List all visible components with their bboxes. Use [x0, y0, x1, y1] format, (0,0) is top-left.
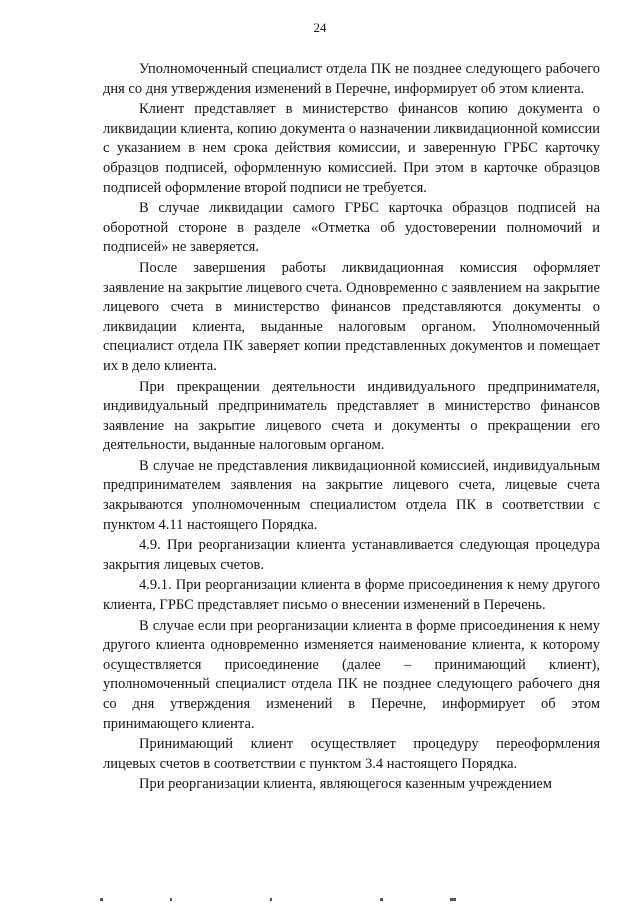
scan-edge-marks [100, 898, 520, 902]
scan-mark [100, 898, 103, 901]
paragraph-state-institution: При реорганизации клиента, являющегося казенным учреждением [139, 776, 552, 793]
paragraph-liquidation-documents: Клиент представляет в министерство финансов копию документа о ликвидации клиента, копию документа о назначении ликвидационной комиссии с указанием в нем срока действия комиссии, и заверенную ГРБС карточку образцов подписей, оформленную комиссией. При этом в карточке образцов подписей оформление второй подписи не требуется. [103, 101, 600, 196]
paragraph-entrepreneur-termination: При прекращении деятельности индивидуального предпринимателя, индивидуальный предприниматель представляет в министерство финансов заявление на закрытие лицевого счета и документы о прекращении его деятельности, выданные налоговым органом. [103, 378, 600, 454]
paragraph-name-change: В случае если при реорганизации клиента в форме присоединения к нему другого клиента одновременно изменяется наименование клиента, к которому осуществляется присоединение (далее – принимающий клиент), уполномоченный специалист отдела ПК не позднее следующего рабочего дня со дня утверждения изменений в Перечне, информирует об этом принимающего клиента. [103, 617, 600, 732]
paragraph-no-application: В случае не представления ликвидационной комиссией, индивидуальным предпринимателем заявления на закрытие лицевого счета, лицевые счета закрываются уполномоченным специалистом отдела ПК в соответствии с пунктом 4.11 настоящего Порядка. [103, 457, 600, 533]
paragraph-grbs-liquidation: В случае ликвидации самого ГРБС карточка образцов подписей на оборотной стороне в разделе «Отметка об удостоверении полномочий и подписей» не заверяется. [103, 200, 600, 256]
page-number: 24 [313, 20, 327, 35]
paragraph-section-4-9: 4.9. При реорганизации клиента устанавливается следующая процедура закрытия лицевых счетов. [103, 537, 600, 573]
scan-mark [270, 898, 272, 901]
scan-mark [450, 898, 456, 901]
scan-mark [170, 898, 172, 901]
paragraph-account-closing-application: После завершения работы ликвидационная комиссия оформляет заявление на закрытие лицевого счета. Одновременно с заявлением на закрытие лицевого счета в министерство финансов представляются документы о ликвидации клиента, выданные налоговым органом. Уполномоченный специалист отдела ПК заверяет копии представленных документов и помещает их в дело клиента. [103, 259, 600, 374]
paragraph-receiving-client: Принимающий клиент осуществляет процедуру переоформления лицевых счетов в соответствии с пунктом 3.4 настоящего Порядка. [103, 736, 600, 772]
scan-mark [380, 898, 383, 901]
paragraph-section-4-9-1: 4.9.1. При реорганизации клиента в форме присоединения к нему другого клиента, ГРБС представляет письмо о внесении изменений в Перечень. [103, 577, 600, 614]
paragraph-notify-client: Уполномоченный специалист отдела ПК не позднее следующего рабочего дня со дня утверждения изменений в Перечне, информирует об этом клиента. [103, 61, 600, 97]
document-body [103, 60, 600, 795]
